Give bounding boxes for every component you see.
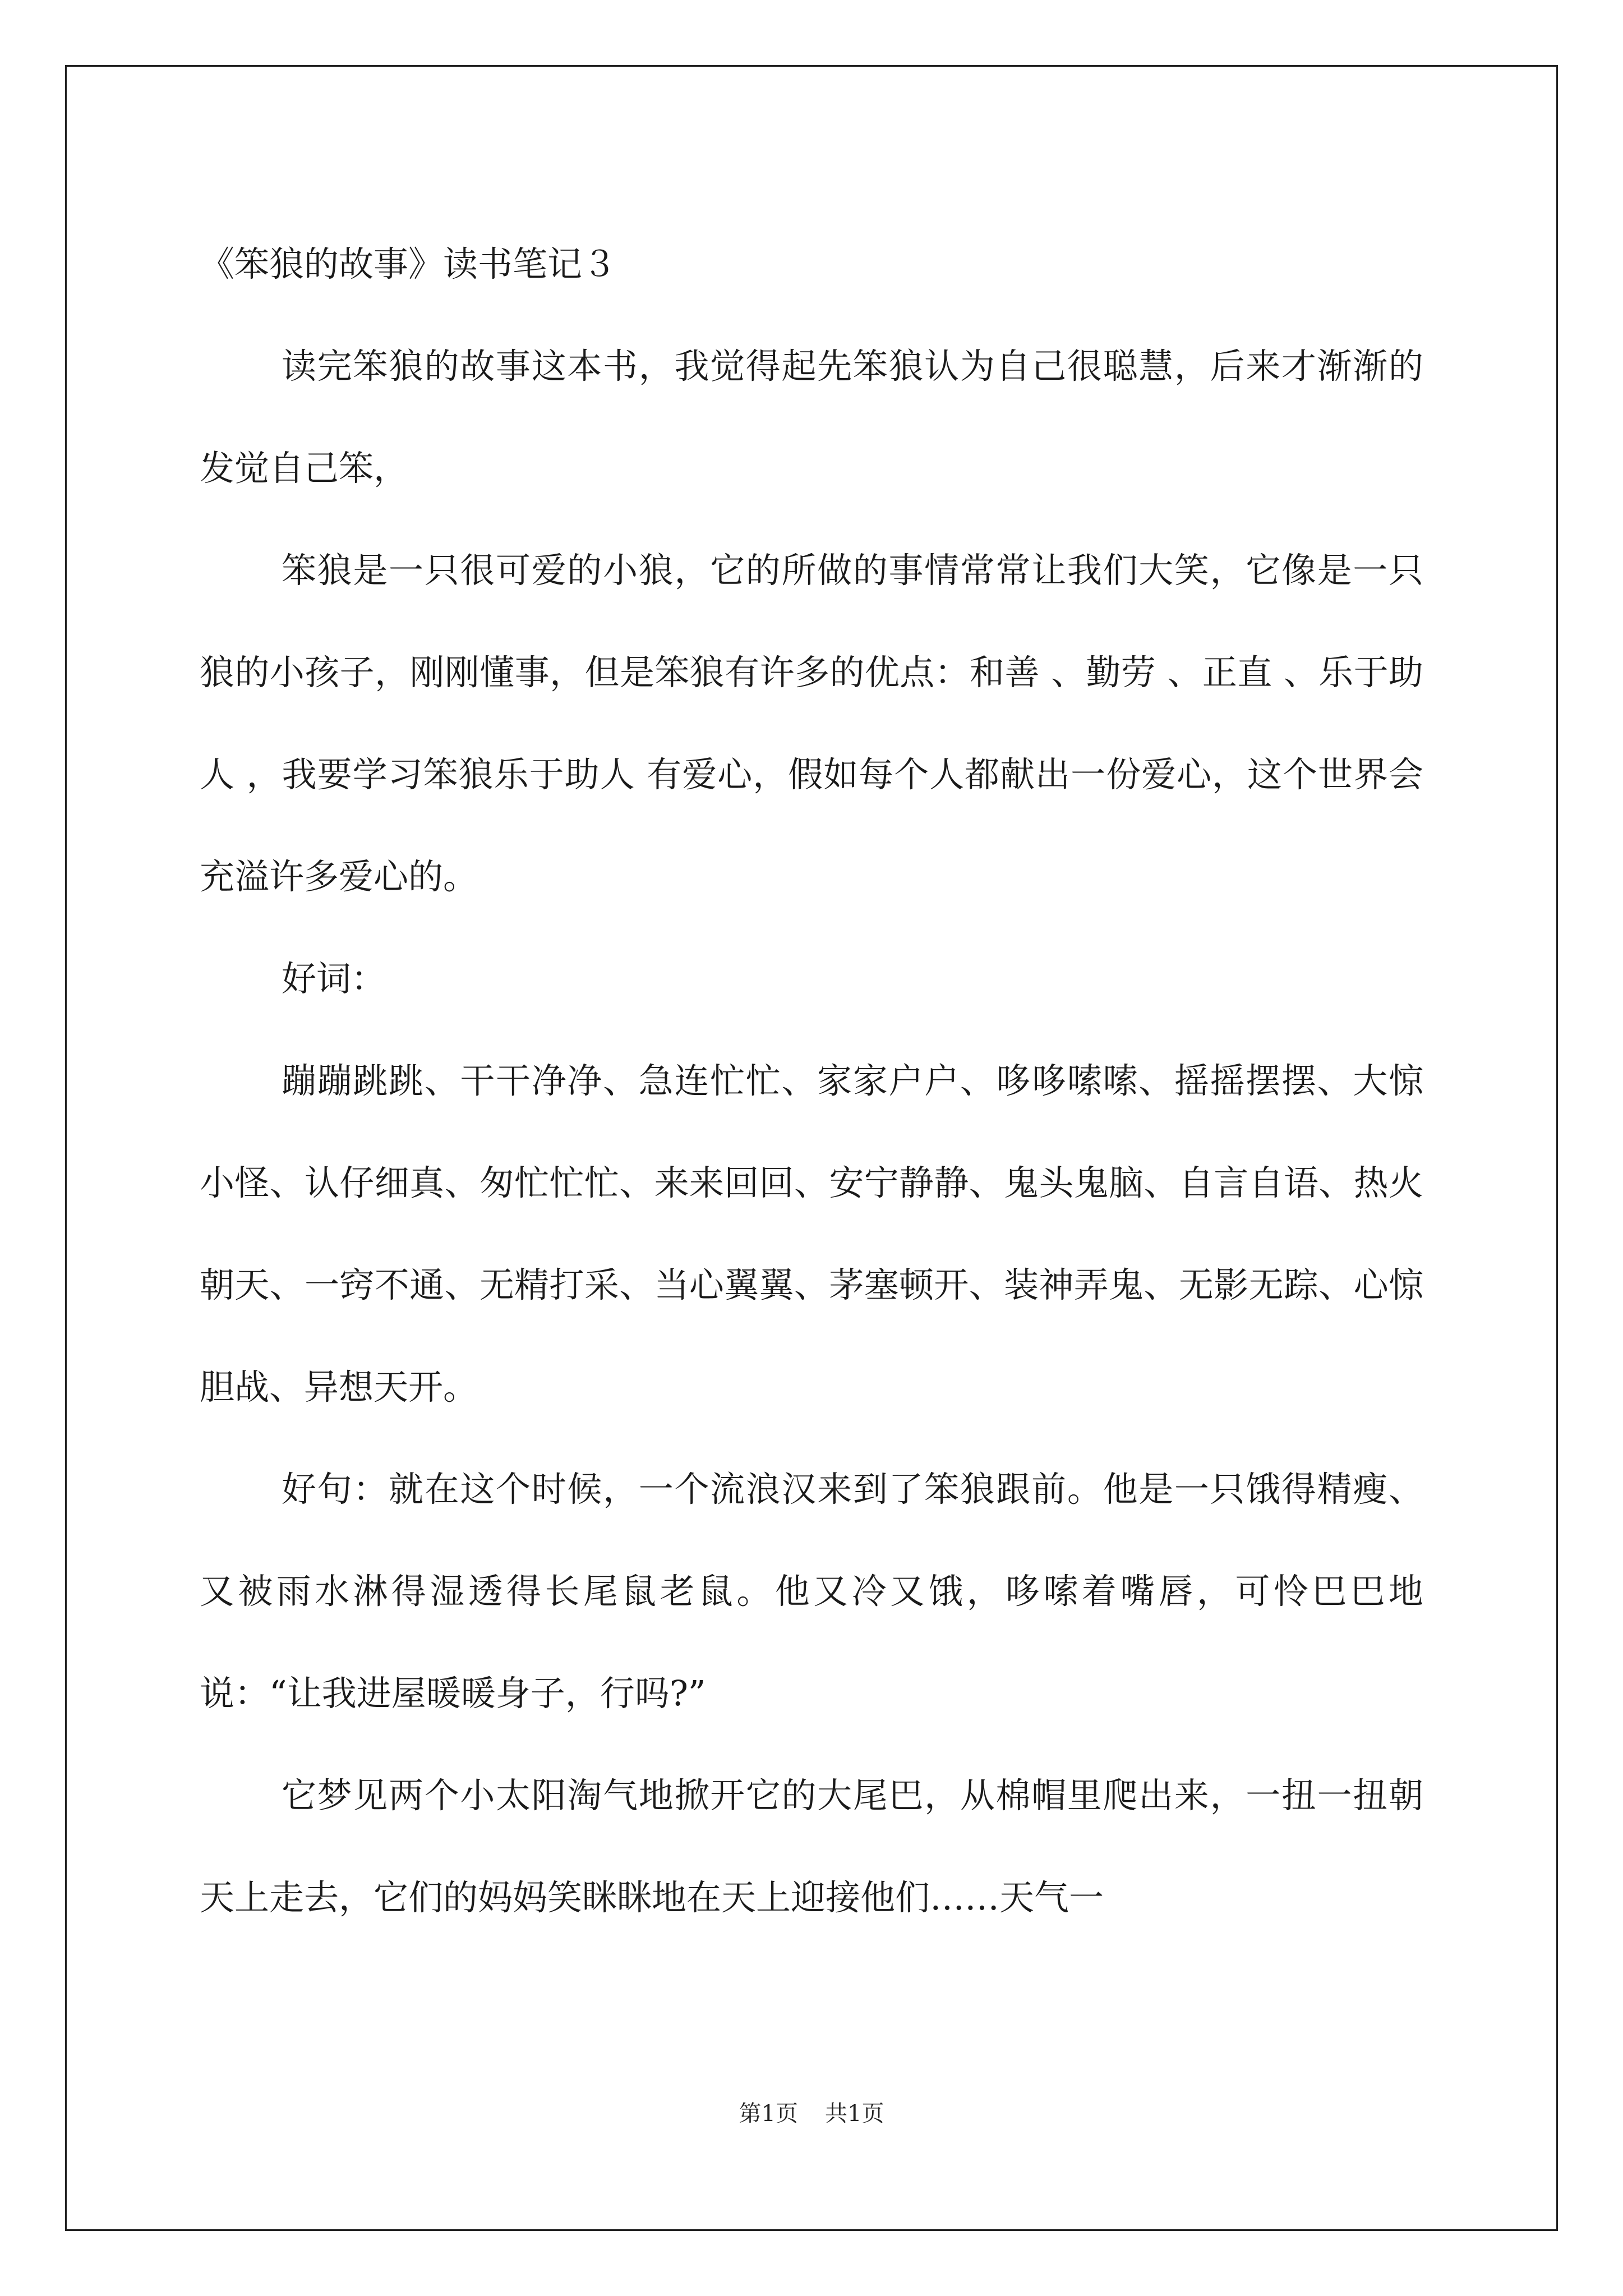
paragraph-good-words-list: 蹦蹦跳跳、干干净净、急连忙忙、家家户户、哆哆嗦嗦、摇摇摆摆、大惊小怪、认仔细真、匆忙忙忙、来来回回、安宁静静、鬼头鬼脑、自言自语、热火朝天、一窍不通、无精打采、当心翼翼、茅塞顿开、装神弄鬼、无影无踪、心惊胆战、异想天开。 (200, 1060, 1423, 1407)
paragraph-good-words-heading: 好词： (282, 958, 386, 999)
page-number: 第1页 (739, 2101, 798, 2127)
paragraph-dream: 它梦见两个小太阳淘气地掀开它的大尾巴，从棉帽里爬出来，一扭一扭朝天上走去，它们的妈妈笑眯眯地在天上迎接他们……天气一 (200, 1775, 1423, 1918)
paragraph-intro: 读完笨狼的故事这本书，我觉得起先笨狼认为自己很聪慧，后来才渐渐的发觉自己笨， (200, 346, 1423, 489)
page-footer (0, 2097, 1623, 2131)
paragraph-good-sentences: 好句：就在这个时候，一个流浪汉来到了笨狼跟前。他是一只饿得精瘦、又被雨水淋得湿透得长尾鼠老鼠。他又冷又饿，哆嗦着嘴唇，可怜巴巴地说：“让我进屋暖暖身子，行吗?” (200, 1469, 1423, 1714)
document-body (200, 213, 1423, 1949)
page-total: 共1页 (825, 2101, 884, 2127)
document-title: 《笨狼的故事》读书笔记３ (200, 243, 617, 284)
paragraph-description: 笨狼是一只很可爱的小狼，它的所做的事情常常让我们大笑，它像是一只狼的小孩子，刚刚懂事，但是笨狼有许多的优点：和善 、勤劳 、正直 、乐于助人 ，我要学习笨狼乐于助人 有爱心，假如每个人都献出一份爱心，这个世界会充溢许多爱心的。 (200, 550, 1423, 897)
